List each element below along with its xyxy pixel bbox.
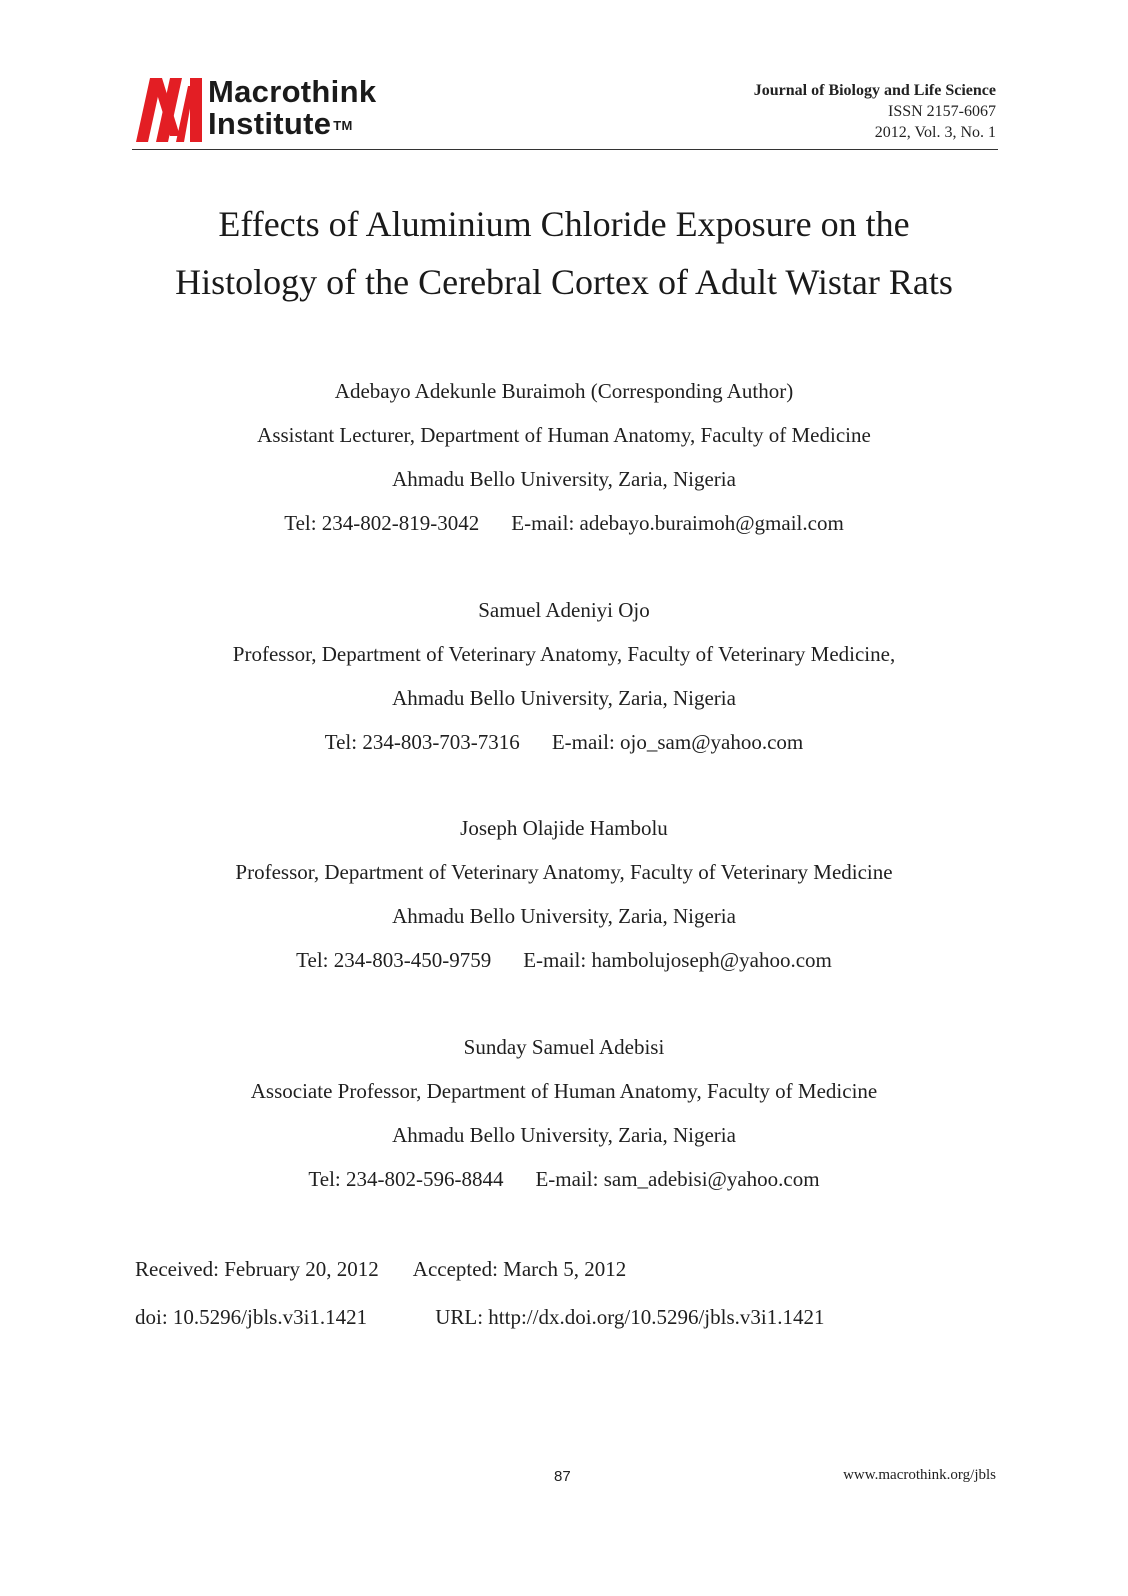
author-block — [100, 806, 1028, 982]
doi-line — [135, 1305, 825, 1330]
title-line-1: Effects of Aluminium Chloride Exposure on the — [218, 204, 910, 244]
author-email[interactable]: E-mail: ojo_sam@yahoo.com — [551, 730, 804, 754]
author-name: Sunday Samuel Adebisi — [463, 1035, 665, 1059]
author-name: Samuel Adeniyi Ojo — [478, 598, 650, 622]
author-block — [100, 369, 1028, 545]
author-affiliation: Ahmadu Bello University, Zaria, Nigeria — [392, 467, 736, 491]
journal-issn: ISSN 2157-6067 — [887, 103, 996, 120]
footer-website-link[interactable]: www.macrothink.org/jbls — [843, 1467, 996, 1483]
author-contact — [100, 501, 1028, 545]
author-affiliation: Ahmadu Bello University, Zaria, Nigeria — [392, 1123, 736, 1147]
author-affiliation: Ahmadu Bello University, Zaria, Nigeria — [392, 904, 736, 928]
author-name: Adebayo Adekunle Buraimoh (Corresponding Author) — [334, 379, 794, 403]
author-block — [100, 588, 1028, 764]
doi: doi: 10.5296/jbls.v3i1.1421 — [135, 1305, 368, 1329]
doi-url-link[interactable]: URL: http://dx.doi.org/10.5296/jbls.v3i1.1421 — [435, 1305, 825, 1329]
author-contact — [100, 938, 1028, 982]
title-line-2: Histology of the Cerebral Cortex of Adult Wistar Rats — [175, 262, 953, 302]
author-email[interactable]: E-mail: sam_adebisi@yahoo.com — [535, 1167, 820, 1191]
author-position: Assistant Lecturer, Department of Human Anatomy, Faculty of Medicine — [257, 423, 871, 447]
trademark-mark: TM — [333, 118, 353, 133]
paper-title — [100, 195, 1028, 311]
author-email[interactable]: E-mail: hambolujoseph@yahoo.com — [523, 948, 832, 972]
received-date: Received: February 20, 2012 — [135, 1257, 379, 1281]
author-position: Professor, Department of Veterinary Anatomy, Faculty of Veterinary Medicine, — [232, 642, 896, 666]
journal-volume: 2012, Vol. 3, No. 1 — [874, 124, 996, 141]
author-name: Joseph Olajide Hambolu — [460, 816, 668, 840]
accepted-date: Accepted: March 5, 2012 — [412, 1257, 627, 1281]
author-position: Professor, Department of Veterinary Anatomy, Faculty of Veterinary Medicine — [235, 860, 893, 884]
macrothink-logo-icon — [136, 78, 202, 142]
logo-wordmark — [208, 76, 376, 140]
author-tel: Tel: 234-803-450-9759 — [296, 948, 492, 972]
author-email[interactable]: E-mail: adebayo.buraimoh@gmail.com — [511, 511, 844, 535]
author-contact — [100, 720, 1028, 764]
journal-name: Journal of Biology and Life Science — [753, 82, 996, 99]
journal-info — [754, 80, 996, 143]
author-contact — [100, 1157, 1028, 1201]
author-affiliation: Ahmadu Bello University, Zaria, Nigeria — [392, 686, 736, 710]
author-position: Associate Professor, Department of Human Anatomy, Faculty of Medicine — [250, 1079, 878, 1103]
author-tel: Tel: 234-802-596-8844 — [308, 1167, 504, 1191]
header-divider — [132, 149, 998, 150]
logo-line-2: Institute — [208, 106, 332, 141]
author-tel: Tel: 234-803-703-7316 — [324, 730, 520, 754]
publisher-logo — [136, 74, 436, 144]
received-accepted-line — [135, 1257, 626, 1282]
author-tel: Tel: 234-802-819-3042 — [284, 511, 480, 535]
page-number: 87 — [554, 1468, 571, 1485]
logo-line-1: Macrothink — [208, 74, 377, 109]
author-block — [100, 1025, 1028, 1201]
